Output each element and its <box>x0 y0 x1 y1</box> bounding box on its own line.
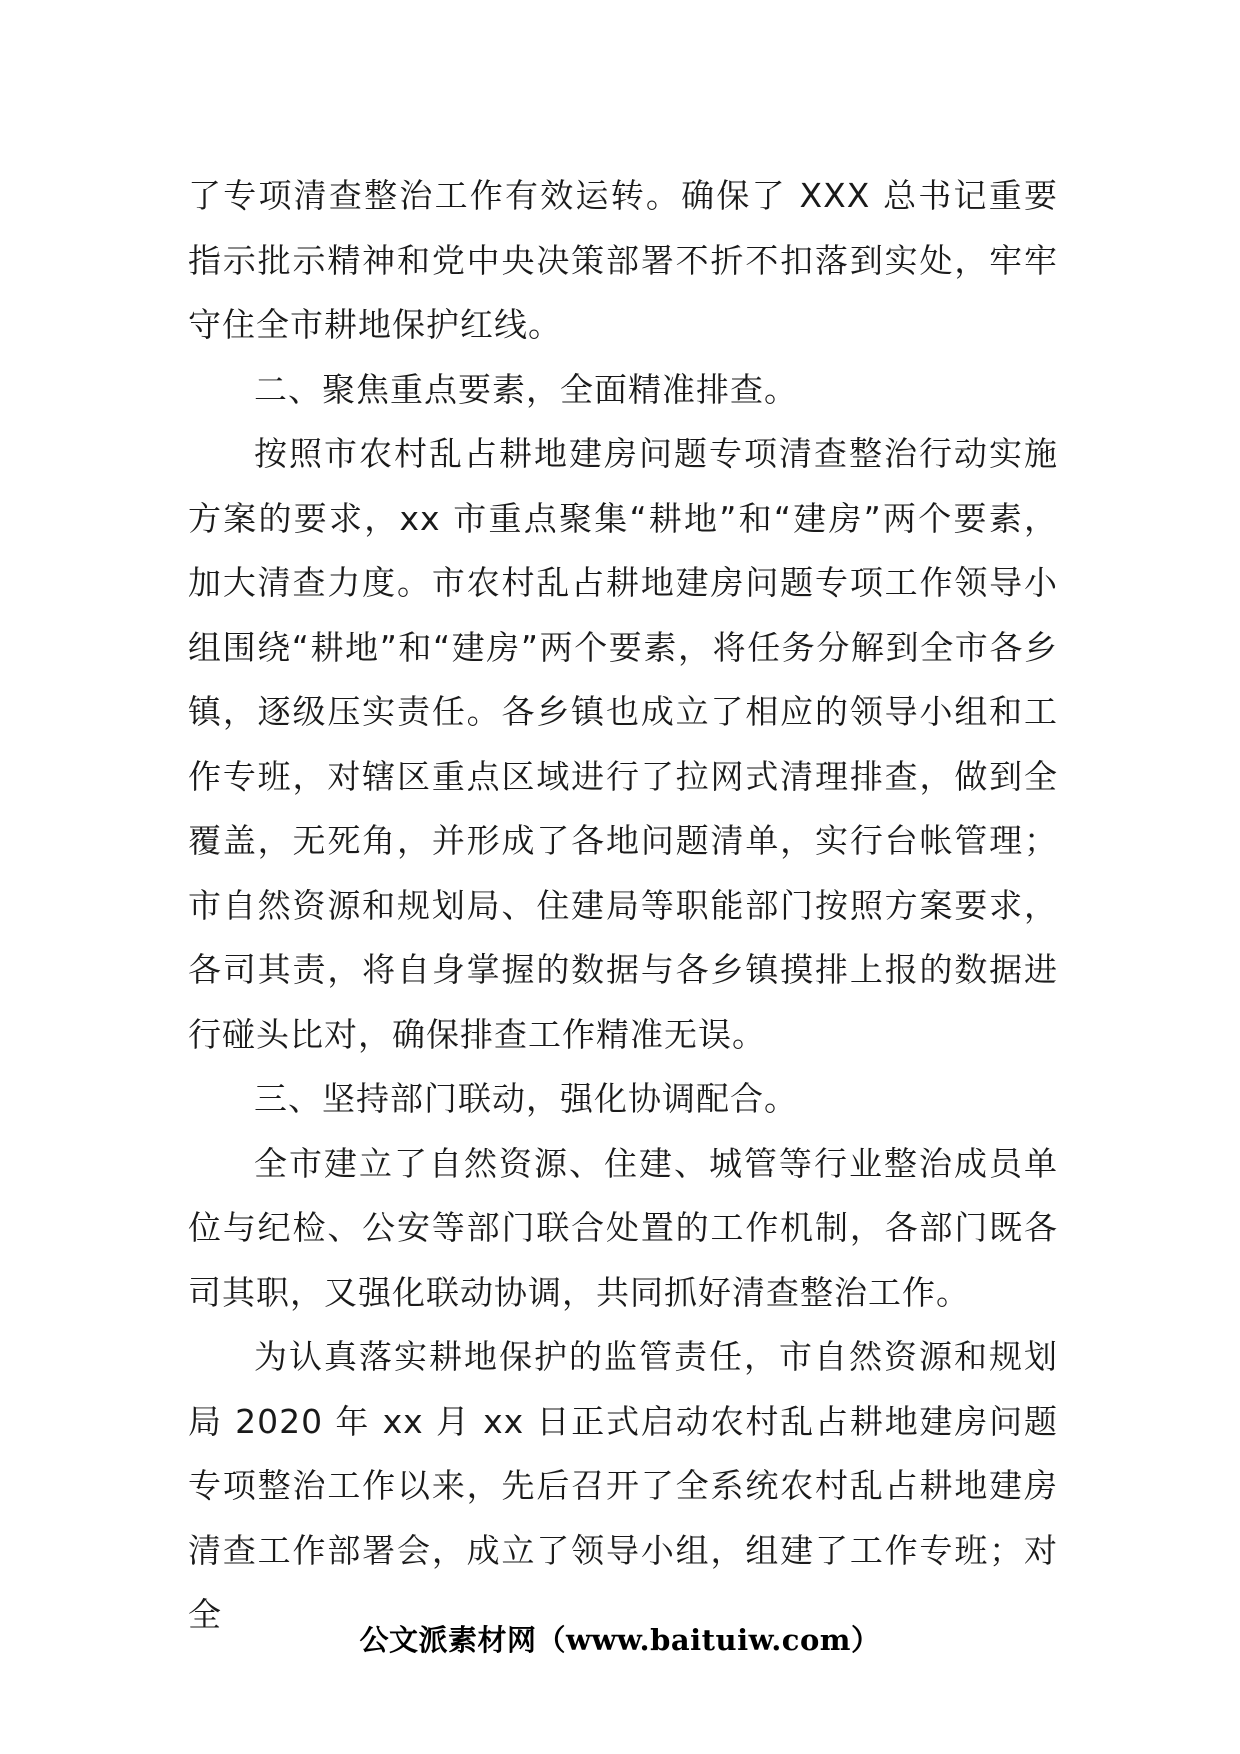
paragraph-body: 为认真落实耕地保护的监管责任，市自然资源和规划局 2020 年 xx 月 xx 日正式启动农村乱占耕地建房问题专项整治工作以来，先后召开了全系统农村乱占耕地建房清查工作部署会，成立了领导小组，组建了工作专班；对全 <box>188 1337 1058 1634</box>
footer-watermark: 公文派素材网（www.baituiw.com） <box>359 1623 881 1657</box>
paragraph-body: 全市建立了自然资源、住建、城管等行业整治成员单位与纪检、公安等部门联合处置的工作机制，各部门既各司其职，又强化联动协调，共同抓好清查整治工作。 <box>188 1143 1058 1312</box>
section-heading-3: 三、坚持部门联动，强化协调配合。 <box>254 1079 798 1118</box>
document-body <box>188 164 1058 1648</box>
paragraph-continuation: 了专项清查整治工作有效运转。确保了 XXX 总书记重要指示批示精神和党中央决策部署不折不扣落到实处，牢牢守住全市耕地保护红线。 <box>188 176 1058 344</box>
section-heading-2: 二、聚焦重点要素，全面精准排查。 <box>254 369 798 409</box>
paragraph-body: 按照市农村乱占耕地建房问题专项清查整治行动实施方案的要求，xx 市重点聚集“耕地”和“建房”两个要素，加大清查力度。市农村乱占耕地建房问题专项工作领导小组围绕“耕地”和“建房”两个要素，将任务分解到全市各乡镇，逐级压实责任。各乡镇也成立了相应的领导小组和工作专班，对辖区重点区域进行了拉网式清理排查，做到全覆盖，无死角，并形成了各地问题清单，实行台帐管理；市自然资源和规划局、住建局等职能部门按照方案要求，各司其责，将自身掌握的数据与各乡镇摸排上报的数据进行碰头比对，确保排查工作精准无误。 <box>188 434 1058 1054</box>
